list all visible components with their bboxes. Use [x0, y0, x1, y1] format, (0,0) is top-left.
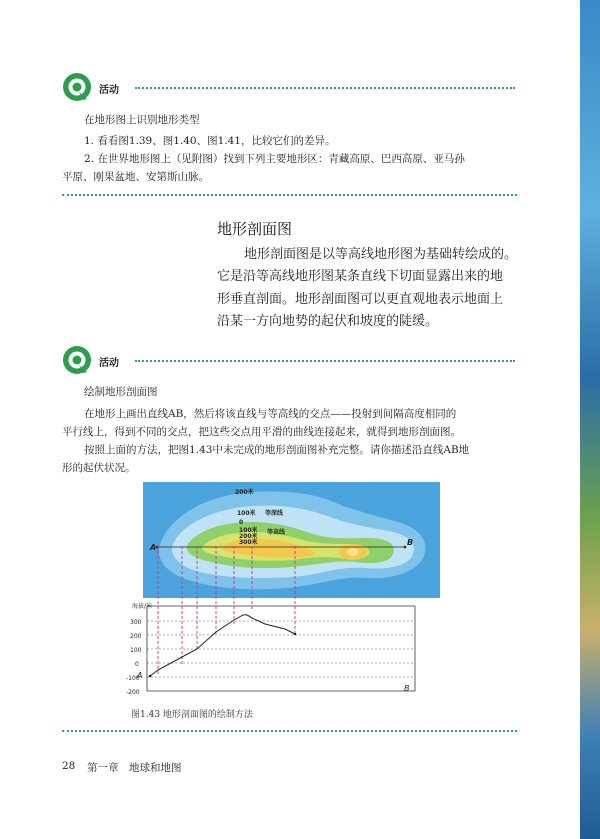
profile-tick: -200 — [126, 689, 140, 696]
activity-title: 绘制地形剖面图 — [84, 386, 158, 398]
profile-tick: 0 — [135, 661, 139, 668]
chapter-title: 地球和地图 — [129, 762, 182, 774]
label-zero: 0 — [239, 519, 244, 526]
activity-line: 在地形上画出直线AB，然后将该直线与等高线的交点——投射到间隔高度相同的 — [84, 408, 457, 420]
activity-icon — [62, 345, 92, 375]
section-divider — [62, 730, 517, 732]
activity-icon — [62, 72, 92, 102]
page-edge-photo — [580, 0, 600, 839]
activity-item: 1. 看看图1.39、图1.40、图1.41，比较它们的差异。 — [84, 135, 336, 147]
label-200m: 200米 — [235, 489, 254, 496]
page-number: 28 — [62, 760, 76, 772]
figure-caption: 图1.43 地形剖面图的绘制方法 — [131, 710, 253, 720]
activity-line: 平行线上，得到不同的交点，把这些交点用平滑的曲线连接起来，就得到地形剖面图。 — [62, 426, 461, 438]
label-b: B — [407, 538, 414, 547]
label-h200: 200米 — [239, 533, 258, 540]
profile-label-a: A — [137, 671, 143, 680]
activity-divider — [135, 360, 515, 362]
activity-item-cont: 平原、刚果盆地、安第斯山脉。 — [62, 171, 209, 183]
activity-line: 形的起伏状况。 — [62, 462, 136, 474]
activity-line: 按照上面的方法，把图1.43中未完成的地形剖面图补充完整。请你描述沿直线AB地 — [84, 444, 470, 456]
activity-divider — [135, 87, 515, 89]
projection-lines — [158, 546, 295, 676]
section-title: 地形剖面图 — [217, 220, 293, 238]
activity-title: 在地形图上识别地形类型 — [84, 114, 200, 126]
section-line: 地形剖面图是以等高线地形图为基础转绘成的。 — [244, 247, 518, 262]
profile-tick: 300 — [130, 619, 142, 626]
profile-label-b: B — [404, 684, 410, 693]
section-line: 它是沿等高线地形图某条直线下切面显露出来的地 — [217, 269, 504, 284]
section-line: 形垂直剖面。地形剖面图可以更直观地表示地面上 — [217, 292, 504, 307]
chapter-number: 第一章 — [87, 762, 119, 774]
label-contour: 等高线 — [267, 529, 286, 536]
profile-tick: 100 — [130, 647, 142, 654]
activity-label: 活动 — [99, 358, 119, 369]
profile-axis-title: 海拔/米 — [132, 603, 153, 610]
section-line: 沿某一方向地势的起伏和坡度的陡缓。 — [217, 314, 439, 329]
activity-label: 活动 — [99, 85, 119, 96]
profile-tick: -100 — [126, 675, 140, 682]
label-a: A — [150, 543, 157, 552]
activity-item: 2. 在世界地形图上（见附图）找到下列主要地形区：青藏高原、巴西高原、亚马孙 — [84, 153, 465, 165]
profile-figure — [125, 546, 445, 701]
label-h300: 300米 — [239, 539, 258, 546]
section-divider — [62, 194, 517, 196]
label-100m: 100米 — [237, 510, 256, 517]
profile-tick: 200 — [130, 633, 142, 640]
label-h100: 100米 — [239, 527, 258, 534]
label-isobath: 等深线 — [265, 510, 284, 517]
